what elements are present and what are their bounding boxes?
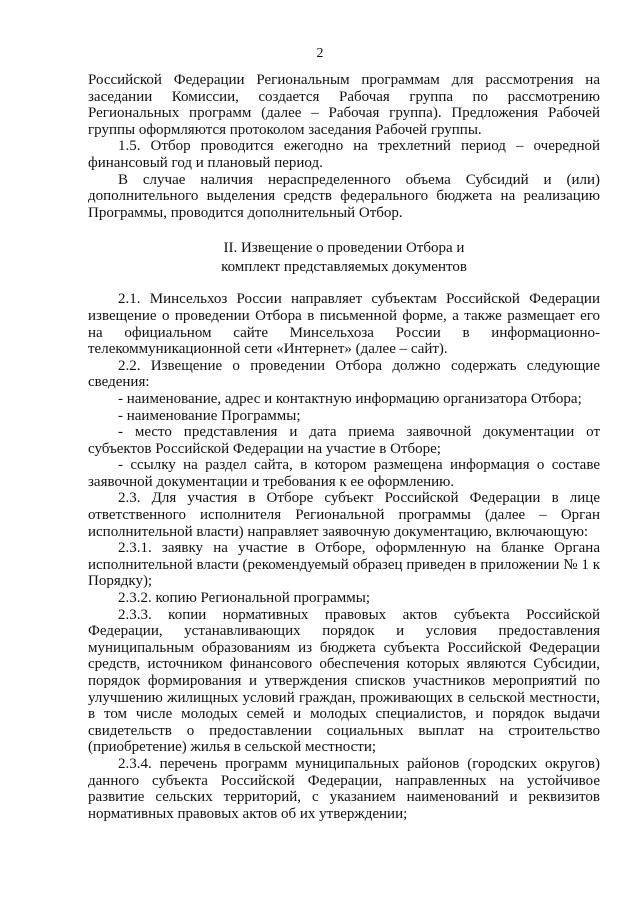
paragraph-continuation: Российской Федерации Региональным программам для рассмотрения на заседании Комиссии, создается Рабочая группа по рассмотрению Региональных программ (далее – Рабочая группа). Предложения Рабочей группы оформляются протоколом заседания Рабочей группы. [88, 72, 600, 138]
paragraph-2-2: 2.2. Извещение о проведении Отбора должно содержать следующие сведения: [88, 357, 600, 391]
paragraph-additional-selection: В случае наличия нераспределенного объема Субсидий и (или) дополнительного выделения средств федерального бюджета на реализацию Программы, проводится дополнительный Отбор. [88, 171, 600, 221]
paragraph-1-5: 1.5. Отбор проводится ежегодно на трехлетний период – очередной финансовый год и плановый период. [88, 138, 600, 171]
paragraph-2-1: 2.1. Минсельхоз России направляет субъектам Российской Федерации извещение о проведении Отбора в письменной форме, а также размещает его на официальном сайте Минсельхоза России в информационно-телекоммуникационной сети «Интернет» (далее – сайт). [88, 291, 600, 358]
list-item-program-name: - наименование Программы; [118, 407, 301, 424]
paragraph-2-3-1: 2.3.1. заявку на участие в Отборе, оформленную на бланке Органа исполнительной власти (рекомендуемый образец приведен в приложении № 1 к Порядку); [88, 540, 600, 590]
list-item-organizer: - наименование, адрес и контактную информацию организатора Отбора; [118, 390, 582, 407]
paragraph-2-3: 2.3. Для участия в Отборе субъект Российской Федерации в лице ответственного исполнителя Региональной программы (далее – Орган исполнительной власти) направляет заявочную документацию, включающую: [88, 490, 600, 540]
list-item-place-and-date: - место представления и дата приема заявочной документации от субъектов Российской Федерации на участие в Отборе; [88, 424, 600, 457]
list-item-site-link: - ссылку на раздел сайта, в котором размещена информация о составе заявочной документации и требования к ее оформлению. [88, 457, 600, 490]
paragraph-2-3-4: 2.3.4. перечень программ муниципальных районов (городских округов) данного субъекта Российской Федерации, направленных на устойчивое развитие сельских территорий, с указанием наименований и реквизитов нормативных правовых актов об их утверждении; [88, 755, 600, 822]
paragraph-2-3-3: 2.3.3. копии нормативных правовых актов субъекта Российской Федерации, устанавливающих порядок и условия предоставления муниципальным образованиям из бюджета субъекта Российской Федерации средств, источником финансового обеспечения которых являются Субсидии, порядок формирования и утверждения списков участников мероприятий по улучшению жилищных условий граждан, проживающих в сельской местности, в том числе молодых семей и молодых специалистов, и порядок выдачи свидетельств о предоставлении социальных выплат на строительство (приобретение) жилья в сельской местности; [88, 606, 600, 756]
section-heading [88, 239, 600, 277]
page-number: 2 [316, 46, 324, 61]
section-heading-line-1: II. Извещение о проведении Отбора и [223, 240, 465, 257]
section-heading-line-2: комплект представляемых документов [221, 259, 467, 276]
document-body [88, 72, 600, 822]
paragraph-2-3-2: 2.3.2. копию Региональной программы; [118, 590, 371, 607]
